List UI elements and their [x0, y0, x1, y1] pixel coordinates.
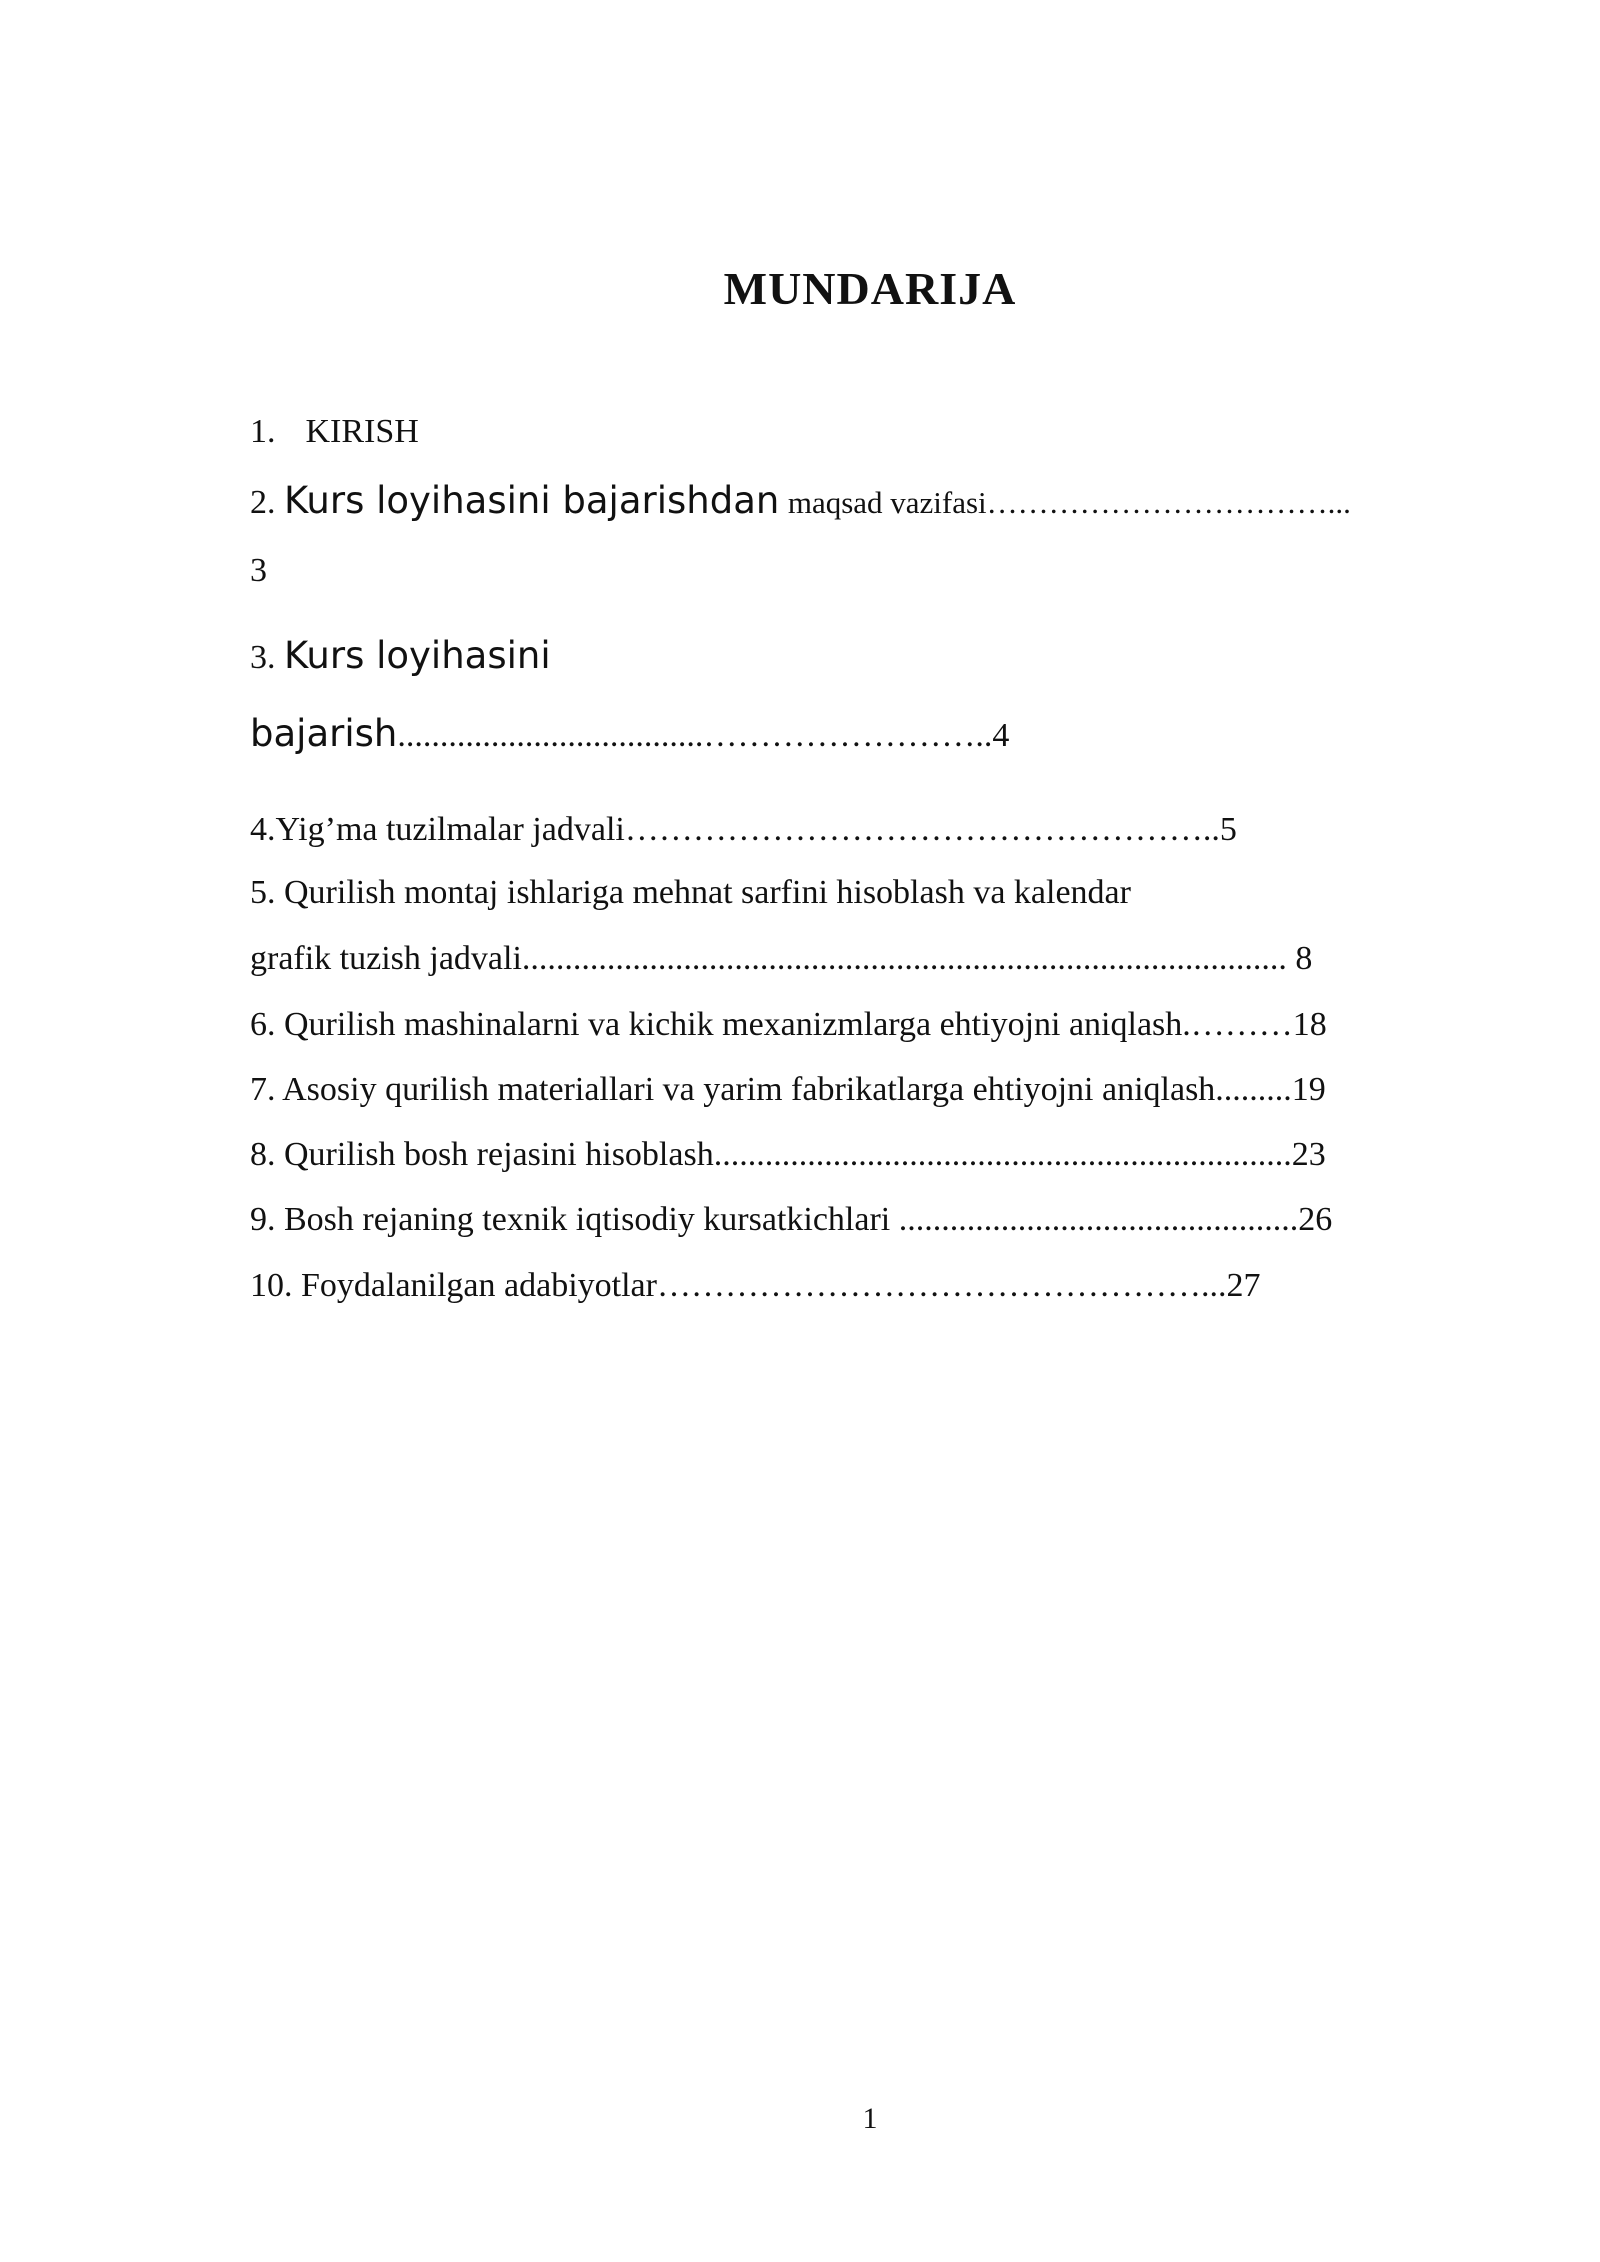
- toc-item-4: 4.Yig’ma tuzilmalar jadvali……………………………………………..5: [250, 811, 1237, 848]
- toc-item-3-number: 3.: [250, 639, 276, 676]
- toc-item-2-text-large: Kurs loyihasini bajarishdan: [284, 479, 780, 522]
- toc-item-9: 9. Bosh rejaning texnik iqtisodiy kursatkichlari ...............................................26: [250, 1201, 1333, 1238]
- toc-item-6: 6. Qurilish mashinalarni va kichik mexanizmlarga ehtiyojni aniqlash.………18: [250, 1006, 1327, 1043]
- toc-item-2: [250, 481, 1351, 523]
- toc-item-3-text-cont: bajarish: [250, 712, 398, 755]
- toc-item-2-page: 3: [250, 552, 267, 589]
- toc-item-10: 10. Foydalanilgan adabiyotlar…………………………………………...27: [250, 1267, 1261, 1304]
- page-number: 1: [862, 2102, 878, 2135]
- toc-item-3: [250, 636, 551, 678]
- toc-item-5-continued: grafik tuzish jadvali.......................................................................................... 8: [250, 940, 1313, 977]
- toc-item-3-text: Kurs loyihasini: [284, 634, 551, 677]
- toc-item-1-number: 1.: [250, 413, 276, 450]
- toc-item-2-text: maqsad vazifasi……………………………...: [787, 485, 1351, 520]
- page-title: MUNDARIJA: [723, 263, 1017, 314]
- toc-item-2-number: 2.: [250, 484, 276, 521]
- toc-item-3-continued: [250, 714, 1009, 756]
- toc-item-8: 8. Qurilish bosh rejasini hisoblash....................................................................23: [250, 1136, 1326, 1173]
- toc-item-1: [250, 412, 419, 452]
- toc-item-7: 7. Asosiy qurilish materiallari va yarim fabrikatlarga ehtiyojni aniqlash.........19: [250, 1071, 1326, 1108]
- toc-item-1-text: KIRISH: [305, 413, 419, 450]
- toc-item-5: 5. Qurilish montaj ishlariga mehnat sarfini hisoblash va kalendar: [250, 874, 1131, 911]
- toc-item-3-dots-page: ....................................……………………..4: [397, 717, 1010, 754]
